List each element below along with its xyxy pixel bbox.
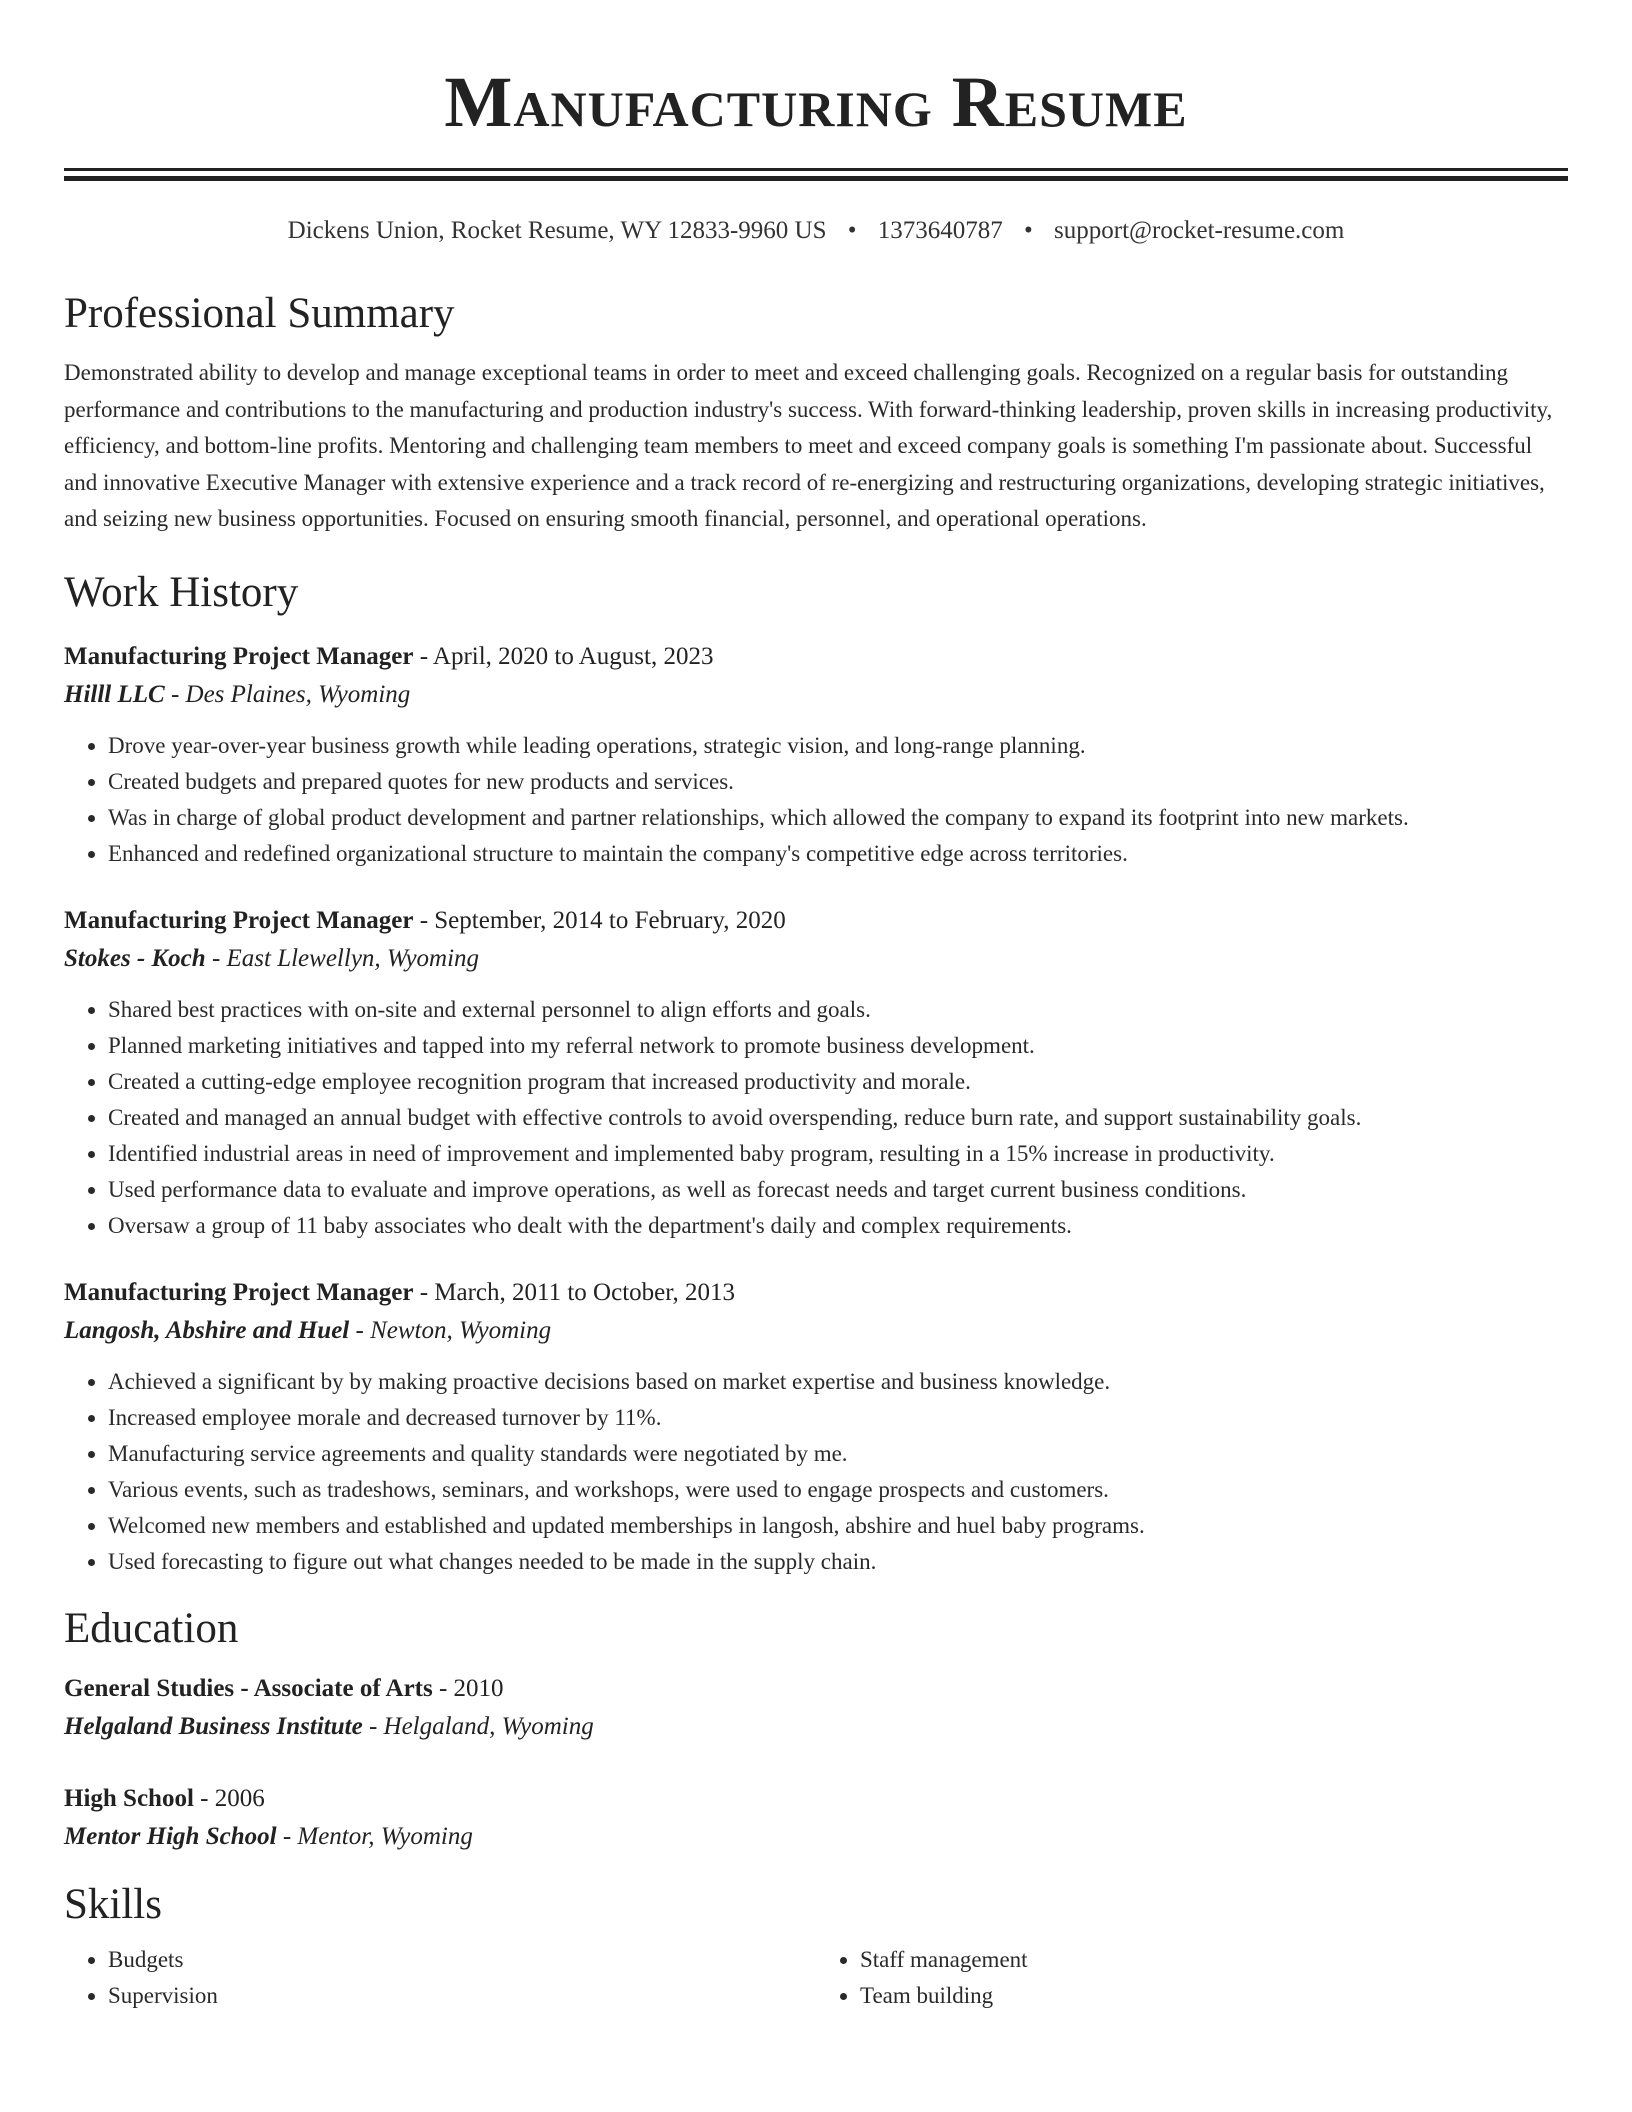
job-title-line: [64, 1274, 1568, 1312]
job-bullet: • Increased employee morale and decreased turnover by 11%.: [108, 1400, 1568, 1436]
degree-name: General Studies - Associate of Arts: [64, 1674, 433, 1702]
title-divider-thin: [64, 168, 1568, 171]
employer-name: Hilll LLC: [64, 680, 165, 708]
degree-line: [64, 1780, 1568, 1818]
school-name: Helgaland Business Institute: [64, 1712, 363, 1740]
job-bullets: [64, 1364, 1568, 1580]
job-bullet: • Planned marketing initiatives and tapped into my referral network to promote business development.: [108, 1028, 1568, 1064]
job-entry: [64, 1274, 1568, 1580]
employer-name: Stokes - Koch: [64, 944, 206, 972]
employer-line: [64, 940, 1568, 978]
resume-title: Manufacturing Resume: [444, 62, 1188, 142]
school-line: [64, 1818, 1568, 1856]
employer-line: [64, 1312, 1568, 1350]
school-location: - Helgaland, Wyoming: [368, 1712, 594, 1740]
job-title: Manufacturing Project Manager: [64, 906, 414, 934]
contact-separator: •: [847, 217, 857, 244]
skill-item: • Supervision: [108, 1978, 816, 2014]
skill-item: • Staff management: [860, 1942, 1568, 1978]
work-history-heading: Work History: [64, 568, 299, 616]
contact-phone: 1373640787: [877, 217, 1003, 244]
contact-separator: •: [1024, 217, 1033, 244]
degree-year: - 2010: [438, 1674, 504, 1702]
job-bullet: • Various events, such as tradeshows, seminars, and workshops, were used to engage prospects and customers.: [108, 1472, 1568, 1508]
job-bullets: [64, 992, 1568, 1244]
job-title-line: [64, 638, 1568, 676]
skill-item: • Team building: [860, 1978, 1568, 2014]
contact-email: support@rocket-resume.com: [1054, 217, 1345, 244]
education-heading: Education: [64, 1604, 239, 1652]
job-bullet: • Used forecasting to figure out what changes needed to be made in the supply chain.: [108, 1544, 1568, 1580]
job-bullet: • Created a cutting-edge employee recognition program that increased productivity and morale.: [108, 1064, 1568, 1100]
job-bullet: • Oversaw a group of 11 baby associates who dealt with the department's daily and complex requirements.: [108, 1208, 1568, 1244]
job-bullet: • Drove year-over-year business growth while leading operations, strategic vision, and long-range planning.: [108, 728, 1568, 764]
employer-name: Langosh, Abshire and Huel: [64, 1316, 350, 1344]
job-bullet: • Enhanced and redefined organizational structure to maintain the company's competitive edge across territories.: [108, 836, 1568, 872]
job-bullet: • Achieved a significant by by making proactive decisions based on market expertise and business knowledge.: [108, 1364, 1568, 1400]
contact-address: Dickens Union, Rocket Resume, WY 12833-9960 US: [287, 217, 827, 244]
employer-location: - Des Plaines, Wyoming: [170, 680, 411, 708]
skill-item: • Budgets: [108, 1942, 816, 1978]
education-entry: [64, 1670, 1568, 1746]
skills-heading: Skills: [64, 1880, 162, 1928]
title-divider-thick: [64, 176, 1568, 181]
school-location: - Mentor, Wyoming: [282, 1822, 473, 1850]
skills-columns: [64, 1942, 1568, 2014]
job-dates: - April, 2020 to August, 2023: [419, 642, 714, 670]
employer-line: [64, 676, 1568, 714]
summary-heading: Professional Summary: [64, 290, 455, 337]
education-entry: [64, 1780, 1568, 1856]
job-title: Manufacturing Project Manager: [64, 642, 414, 670]
job-entry: [64, 902, 1568, 1244]
job-dates: - March, 2011 to October, 2013: [419, 1278, 736, 1306]
employer-location: - Newton, Wyoming: [355, 1316, 552, 1344]
summary-text: Demonstrated ability to develop and manage exceptional teams in order to meet and exceed challenging goals. Recognized on a regular basis for outstanding performance and contributions to the manufacturing and production industry's success. With forward-thinking leadership, proven skills in increasing productivity, efficiency, and bottom-line profits. Mentoring and challenging team members to meet and exceed company goals is something I'm passionate about. Successful and innovative Executive Manager with extensive experience and a track record of re-energizing and restructuring organizations, developing strategic initiatives, and seizing new business opportunities. Focused on ensuring smooth financial, personnel, and operational operations.: [64, 360, 1553, 531]
employer-location: - East Llewellyn, Wyoming: [211, 944, 480, 972]
job-bullet: • Used performance data to evaluate and improve operations, as well as forecast needs and target current business conditions.: [108, 1172, 1568, 1208]
job-bullet: • Was in charge of global product development and partner relationships, which allowed the company to expand its footprint into new markets.: [108, 800, 1568, 836]
job-dates: - September, 2014 to February, 2020: [419, 906, 786, 934]
job-title: Manufacturing Project Manager: [64, 1278, 414, 1306]
skills-list-right: [816, 1942, 1568, 2014]
skills-list-left: [64, 1942, 816, 2014]
job-bullets: [64, 728, 1568, 872]
job-bullet: • Created and managed an annual budget with effective controls to avoid overspending, reduce burn rate, and support sustainability goals.: [108, 1100, 1568, 1136]
degree-name: High School: [64, 1784, 194, 1812]
school-name: Mentor High School: [64, 1822, 277, 1850]
job-bullet: • Created budgets and prepared quotes for new products and services.: [108, 764, 1568, 800]
degree-line: [64, 1670, 1568, 1708]
school-line: [64, 1708, 1568, 1746]
job-entry: [64, 638, 1568, 872]
degree-year: - 2006: [200, 1784, 265, 1812]
contact-line: [64, 215, 1568, 247]
job-title-line: [64, 902, 1568, 940]
job-bullet: • Shared best practices with on-site and external personnel to align efforts and goals.: [108, 992, 1568, 1028]
job-bullet: • Welcomed new members and established and updated memberships in langosh, abshire and huel baby programs.: [108, 1508, 1568, 1544]
job-bullet: • Identified industrial areas in need of improvement and implemented baby program, resulting in a 15% increase in productivity.: [108, 1136, 1568, 1172]
job-bullet: • Manufacturing service agreements and quality standards were negotiated by me.: [108, 1436, 1568, 1472]
